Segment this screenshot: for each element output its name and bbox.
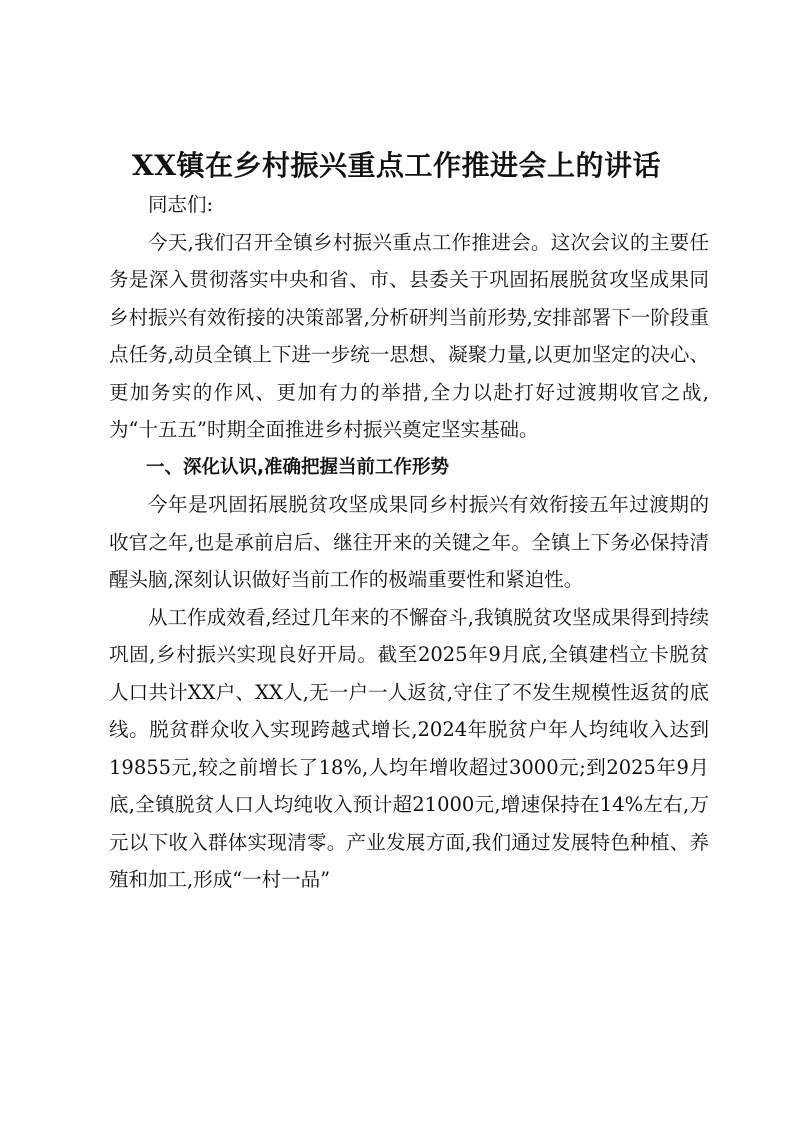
document-body (109, 186, 709, 899)
section-paragraph: 从工作成效看,经过几年来的不懈奋斗,我镇脱贫攻坚成果得到持续巩固,乡村振兴实现良好开局。截至2025年9月底,全镇建档立卡脱贫人口共计XX户、XX人,无一户一人返贫,守住了不发生规模性返贫的底线。脱贫群众收入实现跨越式增长,2024年脱贫户年人均纯收入达到19855元,较之前增长了18%,人均年增收超过3000元;到2025年9月底,全镇脱贫人口人均纯收入预计超21000元,增速保持在14%左右,万元以下收入群体实现清零。产业发展方面,我们通过发展特色种植、养殖和加工,形成“一村一品” (109, 605, 709, 891)
opening-paragraph: 今天,我们召开全镇乡村振兴重点工作推进会。这次会议的主要任务是深入贯彻落实中央和省、市、县委关于巩固拓展脱贫攻坚成果同乡村振兴有效衔接的决策部署,分析研判当前形势,安排部署下一阶段重点任务,动员全镇上下进一步统一思想、凝聚力量,以更加坚定的决心、更加务实的作风、更加有力的举措,全力以赴打好过渡期收官之战,为“十五五”时期全面推进乡村振兴奠定坚实基础。 (109, 230, 709, 441)
section-heading: 一、深化认识,准确把握当前工作形势 (146, 456, 450, 478)
document-title: XX镇在乡村振兴重点工作推进会上的讲话 (132, 149, 661, 182)
salutation: 同志们: (148, 193, 214, 216)
section-paragraph: 今年是巩固拓展脱贫攻坚成果同乡村振兴有效衔接五年过渡期的收官之年,也是承前启后、继往开来的关键之年。全镇上下务必保持清醒头脑,深刻认识做好当前工作的极端重要性和紧迫性。 (109, 493, 709, 591)
